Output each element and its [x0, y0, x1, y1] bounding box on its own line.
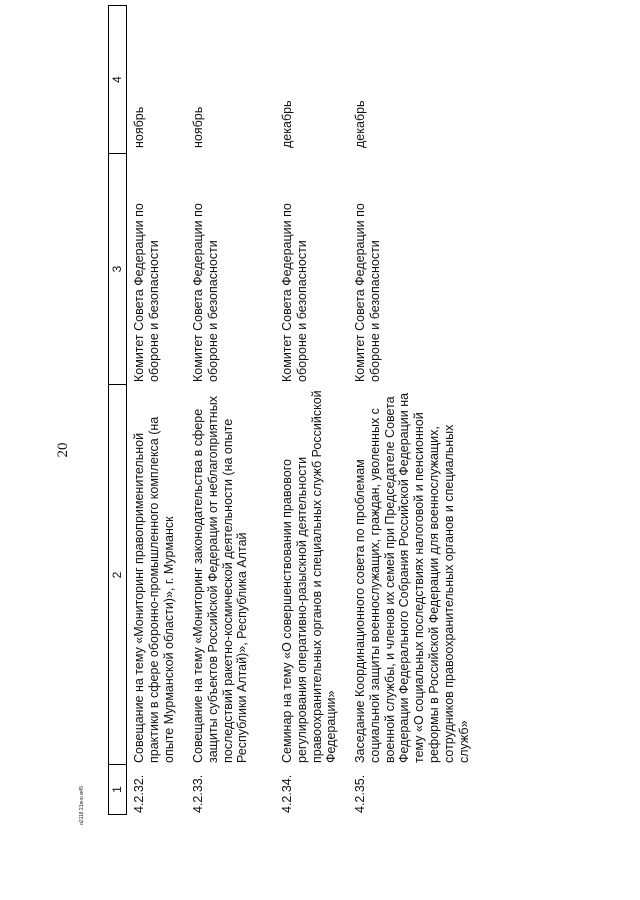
responsible-committee: Комитет Совета Федерации по обороне и безопасности	[132, 203, 161, 382]
event-name: Заседание Координационного совета по проблемам социальной защиты военнослужащих, граждан, уволенных с военной службы, и членов их семей при Председателе Совета Федерации Федерального Собрания Российской Федерации на тему «О социальных последствиях налоговой и пенсионной реформы в Российской Федерации для военнослужащих, сотрудников правоохранительных органов и специальных служб»	[353, 392, 471, 763]
column-header-4: 4	[108, 5, 127, 153]
item-number: 4.2.35.	[353, 774, 367, 813]
column-header-1: 1	[108, 764, 127, 815]
event-name: Совещание на тему «Мониторинг правоприменительной практики в сфере оборонно-промышленного комплекса (на опыте Мурманской области)», г. Мурманск	[132, 416, 176, 763]
page-number: 20	[55, 442, 71, 458]
column-header-2: 2	[108, 384, 127, 765]
event-month: декабрь	[280, 100, 294, 148]
plan-table	[108, 5, 608, 815]
column-header-3: 3	[108, 153, 127, 384]
event-month: декабрь	[353, 100, 367, 148]
responsible-committee: Комитет Совета Федерации по обороне и безопасности	[191, 203, 220, 382]
responsible-committee: Комитет Совета Федерации по обороне и безопасности	[280, 203, 309, 382]
item-number: 4.2.34.	[280, 774, 294, 813]
responsible-committee: Комитет Совета Федерации по обороне и безопасности	[353, 203, 382, 382]
event-name: Семинар на тему «О совершенствовании правового регулирования оперативно-разыскной деятельности правоохранительных органов и специальных служб Российской Федерации»	[280, 390, 339, 763]
event-month: ноябрь	[132, 106, 146, 148]
item-number: 4.2.33.	[191, 774, 205, 813]
document-code: и2118 21вно м45	[79, 785, 85, 825]
item-number: 4.2.32.	[132, 774, 146, 813]
event-name: Совещание на тему «Мониторинг законодательства в сфере защиты субъектов Российской Федерации от неблагоприятных последствий ракетно-космической деятельности (на опыте Республики Алтай)», Республика Алтай	[191, 396, 250, 763]
event-month: ноябрь	[191, 106, 205, 148]
